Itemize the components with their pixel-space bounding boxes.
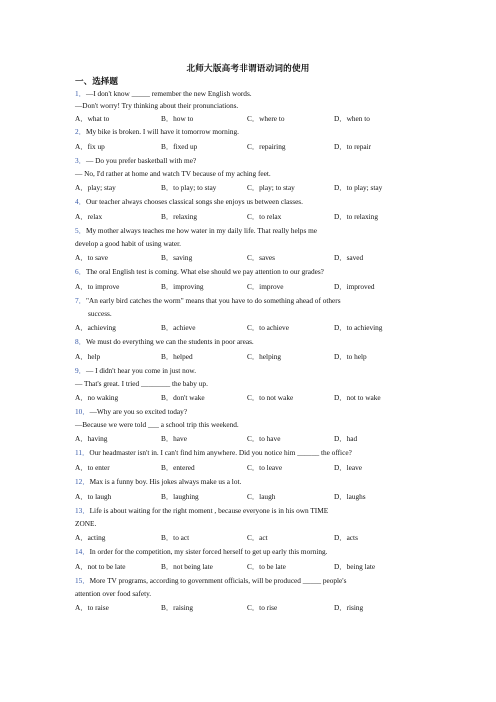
option-c: C．act: [247, 533, 268, 542]
question-number: 15．: [75, 576, 90, 585]
question-text: ZONE.: [75, 519, 97, 528]
options-row: [75, 253, 420, 263]
option-c: C．to rise: [247, 603, 278, 612]
options-row: [75, 183, 420, 193]
option-c: C．laugh: [247, 492, 276, 501]
option-b: B．have: [161, 434, 187, 443]
option-c: C．to relax: [247, 212, 282, 221]
option-c: C．to achieve: [247, 323, 289, 332]
option-c: C．to leave: [247, 463, 283, 472]
question-text: —Why are you so excited today?: [89, 407, 188, 416]
question-line: [75, 296, 420, 305]
options-row: [75, 562, 420, 572]
options-row: [75, 212, 420, 222]
question-text: The oral English test is coming. What else should we pay attention to our grades?: [85, 267, 324, 276]
question-text: develop a good habit of using water.: [75, 239, 181, 248]
question-line: [75, 226, 420, 235]
question-number: 9．: [75, 366, 86, 375]
options-row: [75, 463, 420, 473]
question-text: In order for the competition, my sister forced herself to get up early this morning.: [89, 547, 328, 556]
section-heading: 一、选择题: [75, 77, 118, 87]
question-number: 14．: [75, 547, 90, 556]
option-b: B．raising: [161, 603, 194, 612]
option-a: A．no waking: [75, 393, 119, 402]
options-row: [75, 142, 420, 152]
question-text: — That's great. I tried ________ the baby up.: [75, 379, 208, 388]
option-b: B．to act: [161, 533, 190, 542]
question-text: Our headmaster isn't in. I can't find him anywhere. Did you notice him ______ the office?: [89, 448, 352, 457]
option-b: B．achieve: [161, 323, 196, 332]
question-text: Max is a funny boy. His jokes always make us a lot.: [89, 477, 242, 486]
option-b: B．not being late: [161, 562, 213, 571]
option-c: C．repairing: [247, 142, 286, 151]
option-d: D．to repair: [334, 142, 372, 151]
options-row: [75, 114, 420, 124]
option-b: B．how to: [161, 114, 194, 123]
options-row: [75, 533, 420, 543]
option-a: A．what to: [75, 114, 110, 123]
option-a: A．achieving: [75, 323, 116, 332]
question-number: 12．: [75, 477, 90, 486]
option-d: D．when to: [334, 114, 370, 123]
option-b: B．laughing: [161, 492, 199, 501]
question-text: We must do everything we can the students in poor areas.: [85, 337, 254, 346]
option-b: B．don't wake: [161, 393, 205, 402]
option-c: C．to have: [247, 434, 281, 443]
question-line: [75, 127, 420, 136]
option-d: D．leave: [334, 463, 362, 472]
option-c: C．saves: [247, 253, 275, 262]
question-number: 8．: [75, 337, 86, 346]
option-a: A．relax: [75, 212, 103, 221]
option-d: D．to relaxing: [334, 212, 378, 221]
question-text: My bike is broken. I will have it tomorrow morning.: [85, 127, 239, 136]
option-d: D．not to wake: [334, 393, 381, 402]
option-b: B．improving: [161, 282, 204, 291]
option-a: A．to raise: [75, 603, 109, 612]
option-c: C．play; to stay: [247, 183, 295, 192]
question-text: —Because we were told ___ a school trip this weekend.: [75, 420, 239, 429]
question-text: "An early bird catches the worm" means that you have to do something ahead of others: [85, 296, 341, 305]
question-line: [75, 576, 420, 585]
option-a: A．to improve: [75, 282, 120, 291]
option-d: D．to play; stay: [334, 183, 383, 192]
document-title: 北师大版高考非谓语动词的使用: [186, 64, 310, 74]
question-line: [75, 337, 420, 346]
option-a: A．help: [75, 352, 101, 361]
question-number: 13．: [75, 506, 90, 515]
question-number: 11．: [75, 448, 90, 457]
question-line: [75, 448, 420, 457]
question-text: Life is about waiting for the right moment , because everyone is in his own TIME: [89, 506, 329, 515]
question-text: My mother always teaches me how water in my daily life. That really helps me: [85, 226, 318, 235]
options-row: [75, 603, 420, 613]
option-b: B．fixed up: [161, 142, 198, 151]
options-row: [75, 434, 420, 444]
option-a: A．not to be late: [75, 562, 126, 571]
options-row: [75, 323, 420, 333]
option-d: D．had: [334, 434, 358, 443]
option-d: D．improved: [334, 282, 375, 291]
option-b: B．relaxing: [161, 212, 198, 221]
options-row: [75, 352, 420, 362]
option-a: A．play; stay: [75, 183, 116, 192]
option-c: C．improve: [247, 282, 284, 291]
question-number: 6．: [75, 267, 86, 276]
question-line: [75, 547, 420, 556]
question-number: 1．: [75, 89, 86, 98]
option-d: D．laughs: [334, 492, 366, 501]
question-line: [75, 89, 420, 98]
option-a: A．acting: [75, 533, 106, 542]
option-c: C．to be late: [247, 562, 286, 571]
option-d: D．being late: [334, 562, 376, 571]
option-d: D．saved: [334, 253, 364, 262]
question-line: [75, 267, 420, 276]
question-text: — Do you prefer basketball with me?: [85, 156, 197, 165]
question-text: — No, I'd rather at home and watch TV because of my aching feet.: [75, 169, 271, 178]
question-line: [75, 477, 420, 486]
option-c: C．where to: [247, 114, 285, 123]
question-line: [75, 156, 420, 165]
question-text: Our teacher always chooses classical songs she enjoys us between classes.: [85, 197, 303, 206]
question-line: [75, 366, 420, 375]
option-a: A．to laugh: [75, 492, 112, 501]
question-number: 10．: [75, 407, 90, 416]
option-a: A．to enter: [75, 463, 110, 472]
options-row: [75, 282, 420, 292]
question-text: More TV programs, according to government officials, will be produced _____ people's: [89, 576, 347, 585]
question-line: [75, 407, 420, 416]
question-text: —I don't know _____ remember the new English words.: [85, 89, 252, 98]
option-b: B．to play; to stay: [161, 183, 217, 192]
option-b: B．helped: [161, 352, 193, 361]
option-a: A．to save: [75, 253, 109, 262]
question-number: 7．: [75, 296, 86, 305]
question-text: attention over food safety.: [75, 589, 152, 598]
option-b: B．saving: [161, 253, 193, 262]
question-number: 3．: [75, 156, 86, 165]
question-line: [75, 506, 420, 515]
question-number: 4．: [75, 197, 86, 206]
question-text: —Don't worry! Try thinking about their pronunciations.: [75, 101, 239, 110]
option-a: A．fix up: [75, 142, 105, 151]
option-c: C．to not wake: [247, 393, 294, 402]
question-number: 2．: [75, 127, 86, 136]
option-c: C．helping: [247, 352, 282, 361]
option-d: D．to achieving: [334, 323, 383, 332]
option-d: D．to help: [334, 352, 367, 361]
option-d: D．rising: [334, 603, 364, 612]
question-line: [75, 197, 420, 206]
options-row: [75, 393, 420, 403]
option-d: D．acts: [334, 533, 358, 542]
option-a: A．having: [75, 434, 108, 443]
question-text: success.: [88, 309, 112, 318]
options-row: [75, 492, 420, 502]
question-text: — I didn't hear you come in just now.: [85, 366, 197, 375]
option-b: B．entered: [161, 463, 195, 472]
question-number: 5．: [75, 226, 86, 235]
